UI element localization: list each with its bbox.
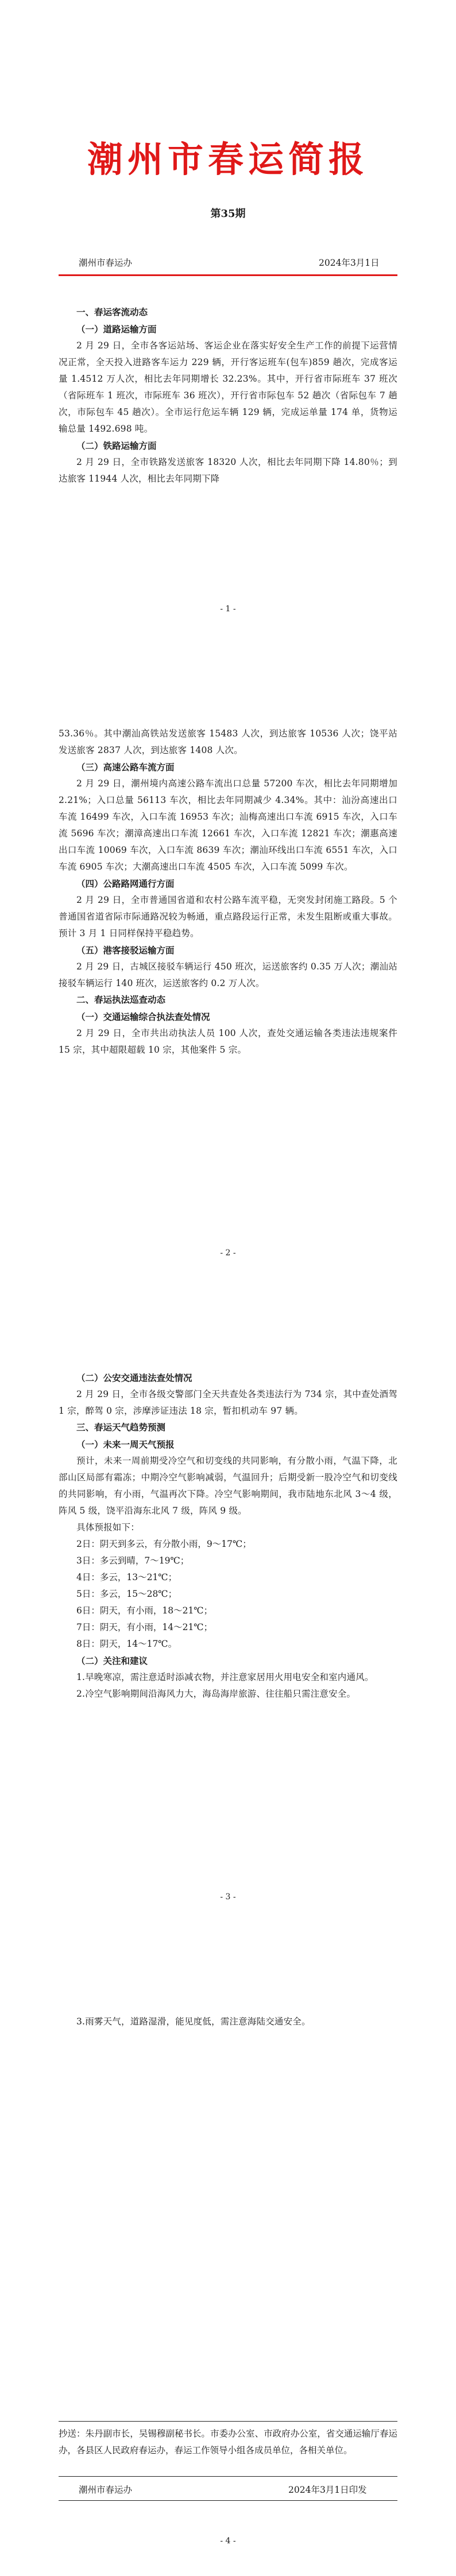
page-3: [0, 1288, 456, 1932]
footer-rule-bottom: [59, 2500, 397, 2501]
paragraph: 2 月 29 日，全市各级交警部门全天共查处各类违法行为 734 宗，其中查处酒驾 1 宗，醉驾 0 宗，涉摩涉证违法 18 宗，暂扣机动车 97 辆。: [59, 1389, 397, 1416]
issue-date: 2024年3月1日: [319, 258, 380, 268]
page-number: - 2 -: [220, 1248, 236, 1258]
subsection-heading: （一）交通运输综合执法查处情况: [76, 1011, 210, 1022]
subsection-heading: （一）道路运输方面: [76, 324, 157, 335]
red-divider: [59, 274, 397, 276]
paragraph: 2 月 29 日，全市普通国省道和农村公路车流平稳，无突发封闭施工路段。5 个普通国省道省际市际通路况较为畅通，重点路段运行正常，未发生阻断或重大事故。预计 3 月 1 日同样保持平稳趋势。: [59, 895, 397, 938]
paragraph: 预计，未来一周前期受冷空气和切变线的共同影响，有分散小雨，气温下降，北部山区局部有霜冻；中期冷空气影响减弱，气温回升；后期受新一股冷空气和切变线的共同影响，有小雨，气温再次下降。冷空气影响期间，我市陆地东北风 3～4 级，阵风 5 级，饶平沿海东北风 7 级，阵风 9 级。: [59, 1456, 397, 1516]
section-heading: 一、春运客流动态: [76, 307, 148, 317]
page-2-body: [59, 726, 397, 1058]
issue-number: 第35期: [210, 208, 246, 220]
paragraph: 2 月 29 日，古城区接驳车辆运行 450 班次，运送旅客约 0.35 万人次；潮汕站接驳车辆运行 140 班次，运送旅客约 0.2 万人次。: [59, 961, 397, 988]
forecast-day: 2日：阴天到多云，有分散小雨，9～17℃；: [76, 1539, 252, 1549]
forecast-day: 6日：阴天，有小雨，18～21℃；: [76, 1605, 213, 1616]
page-number: - 3 -: [220, 1892, 236, 1902]
subsection-heading: （四）公路路网通行方面: [76, 878, 175, 889]
paragraph: 2 月 29 日，全市铁路发送旅客 18320 人次，相比去年同期下降 14.80％；到达旅客 11944 人次，相比去年同期下降: [59, 457, 397, 484]
advice-item: 1.早晚寒凉，需注意适时添减衣物，并注意家居用火用电安全和室内通风。: [76, 1672, 374, 1682]
page-1: [0, 0, 456, 644]
page-number: - 1 -: [220, 604, 236, 614]
cc-list: 抄送：朱丹副市长，吴锡穆副秘书长。市委办公室、市政府办公室，省交通运输厅春运办，各县区人民政府春运办，春运工作领导小组各成员单位，各相关单位。: [59, 2428, 397, 2455]
paragraph: 具体预报如下：: [76, 1522, 140, 1533]
section-heading: 二、春运执法巡查动态: [76, 995, 166, 1005]
bulletin-title: 潮州市春运简报: [87, 138, 369, 180]
subsection-heading: （二）公安交通违法查处情况: [76, 1372, 192, 1383]
forecast-day: 5日：多云，15～28℃；: [76, 1589, 177, 1599]
advice-item: 3.雨雾天气，道路湿滑，能见度低，需注意海陆交通安全。: [76, 2016, 311, 2027]
forecast-day: 4日：多云，13～21℃；: [76, 1572, 177, 1582]
page-1-body: [59, 304, 397, 487]
paragraph: 2 月 29 日，全市各客运站场、客运企业在落实好安全生产工作的前提下运营情况正常，全天投入进路客车运力 229 辆，开行客运班车(包车)859 趟次，完成客运量 1.4512 万人次，相比去年同期增长 32.23%。其中，开行省市际班车 37 班次（省际班车 1 班次，市际班车 36 班次），开行省市际包车 52 趟次（省际包车 7 趟次，市际包车 45 趟次）。全市运行危运车辆 129 辆，完成运单量 174 单，货物运输总量 1492.698 吨。: [59, 340, 397, 434]
subsection-heading: （五）港客接驳运输方面: [76, 945, 175, 956]
issuing-org: 潮州市春运办: [79, 258, 133, 268]
subsection-heading: （二）关注和建议: [76, 1655, 148, 1666]
page-number: - 4 -: [220, 2536, 236, 2546]
page-3-body: [59, 1370, 397, 1702]
forecast-day: 7日：阴天，有小雨，14～21℃；: [76, 1622, 213, 1632]
advice-item: 2.冷空气影响期间沿海风力大，海岛海岸旅游、往往船只需注意安全。: [76, 1689, 356, 1699]
forecast-day: 3日：多云到晴，7～19℃；: [76, 1555, 190, 1566]
paragraph: 2 月 29 日，潮州境内高速公路车流出口总量 57200 车次，相比去年同期增加 2.21%；入口总量 56113 车次，相比去年同期减少 4.34%。其中：汕汾高速出口车流 16499 车次，入口车流 16953 车次；汕梅高速出口车流 6915 车次，入口车流 5696 车次；潮漳高速出口车流 12661 车次，入口车流 12821 车次；潮惠高速出口车流 10069 车次，入口车流 8639 车次；潮汕环线出口车流 6551 车次，入口车流 6905 车次；大潮高速出口车流 4505 车次，入口车流 5099 车次。: [59, 778, 397, 872]
page-4-body: [59, 2014, 397, 2030]
forecast-day: 8日：阴天，14～17℃。: [76, 1639, 177, 1649]
paragraph: 53.36％。其中潮汕高铁站发送旅客 15483 人次，到达旅客 10536 人次；饶平站发送旅客 2837 人次，到达旅客 1408 人次。: [59, 728, 397, 755]
footer-rule-middle: [59, 2476, 397, 2477]
subsection-heading: （一）未来一周天气预报: [76, 1439, 175, 1450]
subsection-heading: （三）高速公路车流方面: [76, 762, 175, 773]
subsection-heading: （二）铁路运输方面: [76, 440, 157, 451]
footer-org: 潮州市春运办: [79, 2485, 133, 2495]
footer-rule-top: [59, 2421, 397, 2422]
footer-date: 2024年3月1日印发: [288, 2485, 367, 2495]
paragraph: 2 月 29 日，全市共出动执法人员 100 人次，查处交通运输各类违法违规案件 15 宗，其中超限超载 10 宗，其他案件 5 宗。: [59, 1028, 397, 1055]
page-4: [0, 1932, 456, 2576]
page-2: [0, 644, 456, 1288]
section-heading: 三、春运天气趋势预测: [76, 1422, 166, 1433]
